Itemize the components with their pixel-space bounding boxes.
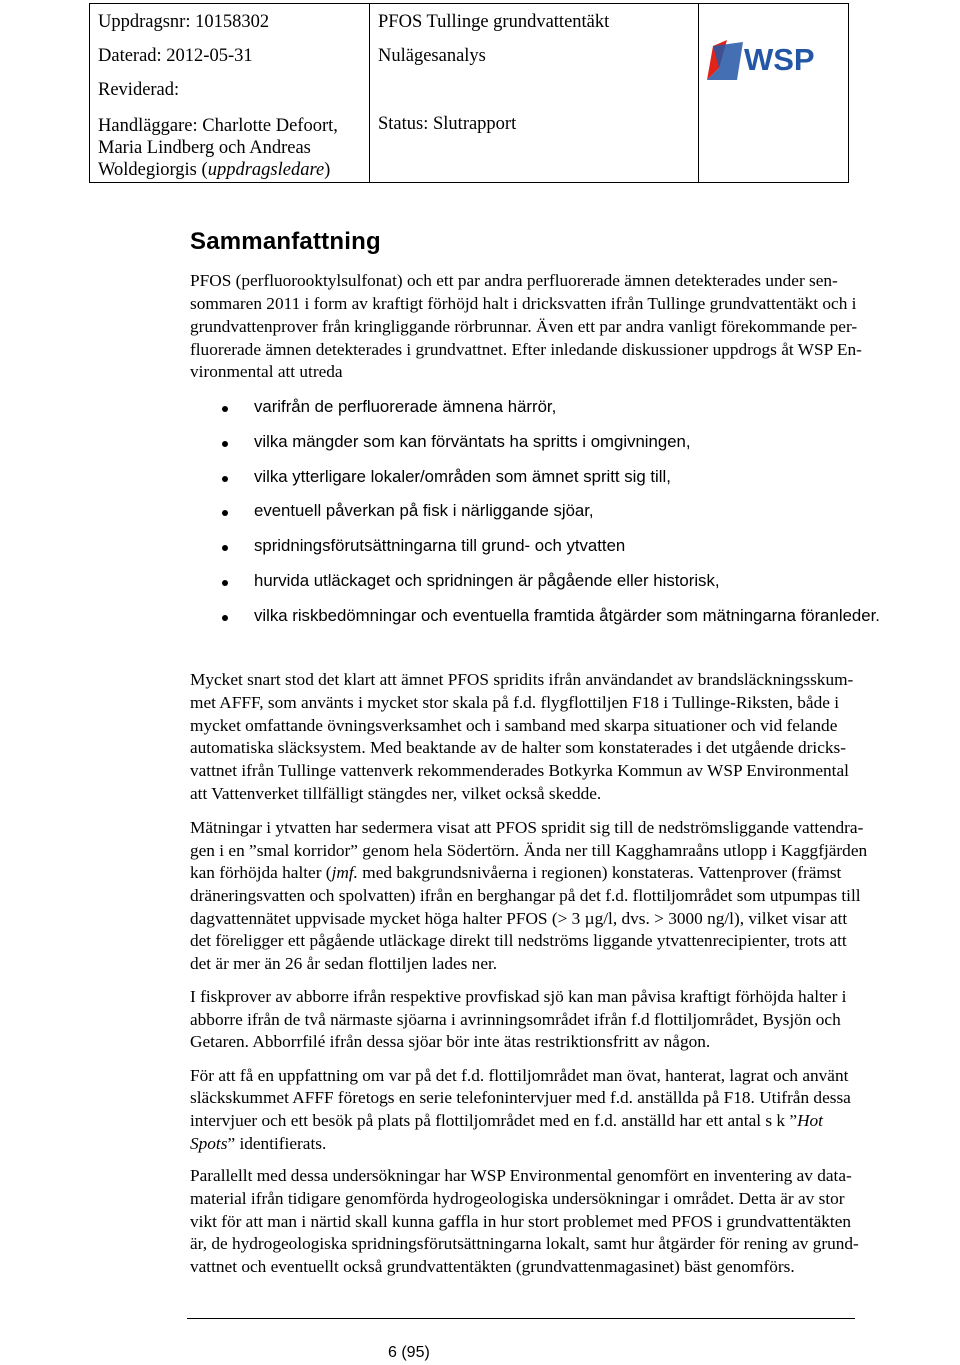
para4-line: Spots” identifierats. xyxy=(190,1134,327,1153)
bullet-text: spridningsförutsättningarna till grund- och ytvatten xyxy=(254,536,626,555)
para3-line: Getaren. Abborrfilé ifrån dessa sjöar bör inte ätas restriktionsfritt av någon. xyxy=(190,1032,711,1051)
para3-line: I fiskprover av abborre ifrån respektive provfiskad sjö kan man påvisa kraftigt förhöjda halter i xyxy=(190,987,847,1006)
intro-line: fluorerade ämnen detekterades i grundvattnet. Efter inledande diskussioner uppdrogs åt WSP En- xyxy=(190,340,862,359)
para2-line: det är mer än 26 år sedan flottiljen lades ner. xyxy=(190,954,498,973)
intro-line: vironmental att utreda xyxy=(190,362,343,381)
para2-line: kan förhöjda halter (jmf. med bakgrundsnivåerna i regionen) konstateras. Vattenprover (främst xyxy=(190,863,842,882)
intro-line: sommaren 2011 i form av kraftigt förhöjd halt i dricksvatten ifrån Tullinge grundvattentäkt och i xyxy=(190,294,857,313)
header-divider xyxy=(369,4,370,182)
para5-line: Parallellt med dessa undersökningar har WSP Environmental genomfört en inventering av data- xyxy=(190,1166,852,1185)
bullet-dot xyxy=(222,406,228,412)
bullet-text: vilka mängder som kan förväntats ha spritts i omgivningen, xyxy=(254,432,691,451)
para4-line: För att få en uppfattning om var på det f.d. flottiljområdet man övat, hanterat, lagrat och använt xyxy=(190,1066,849,1085)
bullet-dot xyxy=(222,510,228,516)
bullet-dot xyxy=(222,580,228,586)
bullet-text: hurvida utläckaget och spridningen är pågående eller historisk, xyxy=(254,571,720,590)
page-number: 6 (95) xyxy=(388,1344,430,1361)
logo-text: WSP xyxy=(744,42,815,77)
section-title: Sammanfattning xyxy=(190,228,381,255)
para1-line: met AFFF, som använts i mycket stor skala på f.d. flygflottiljen F18 i Tullinge-Riksten, både i xyxy=(190,693,840,712)
para2-line: dräneringsvatten och spolvatten) ifrån en berghangar på det f.d. flottiljområdet som utpumpas till xyxy=(190,886,861,905)
intro-line: grundvattenprover från kringliggande rörbrunnar. Även ett par andra vanligt förekommande per- xyxy=(190,317,858,336)
para5-line: vikt för att man i närtid skall kunna gaffla in hur stort problemet med PFOS i grundvattentäkten xyxy=(190,1212,852,1231)
assignment-number: Uppdragsnr: 10158302 xyxy=(98,12,270,32)
bullet-text: varifrån de perfluorerade ämnena härrör, xyxy=(254,397,557,416)
bullet-text: vilka riskbedömningar och eventuella framtida åtgärder som mätningarna föranleder. xyxy=(254,606,880,625)
para4-line: släckskummet AFFF företogs en serie telefonintervjuer med f.d. anställda på F18. Utifrån dessa xyxy=(190,1088,851,1107)
para1-line: att Vattenverket tillfälligt stängdes ner, vilket också skedde. xyxy=(190,784,602,803)
wsp-logo xyxy=(707,40,832,82)
para1-line: mycket omfattande övningsverksamhet och i samband med skarpa situationer och vid felande xyxy=(190,716,838,735)
bullet-text: eventuell påverkan på fisk i närliggande sjöar, xyxy=(254,501,594,520)
footer-rule xyxy=(187,1318,855,1319)
para5-line: material ifrån tidigare genomförda hydrogeologiska undersökningar i området. Detta är av stor xyxy=(190,1189,845,1208)
project-title: PFOS Tullinge grundvattentäkt xyxy=(378,12,610,32)
bullet-dot xyxy=(222,615,228,621)
para5-line: vattnet och eventuellt också grundvattentäkten (grundvattenmagasinet) bäst genomförs. xyxy=(190,1257,795,1276)
para1-line: vattnet ifrån Tullinge vattenverk rekommenderades Botkyrka Kommun av WSP Environmental xyxy=(190,761,849,780)
bullet-dot xyxy=(222,441,228,447)
para1-line: automatiska släcksystem. Med beaktande av de halter som konstaterades i det utgående dricks- xyxy=(190,738,846,757)
para2-line: det föreligger ett pågående utläckage direkt till nedströms liggande ytvattenrecipienter, trots att xyxy=(190,931,847,950)
revised: Reviderad: xyxy=(98,80,180,100)
report-status: Status: Slutrapport xyxy=(378,114,517,134)
para1-line: Mycket snart stod det klart att ämnet PFOS spridits ifrån användandet av brandsläckningsskum- xyxy=(190,670,854,689)
header-table xyxy=(89,3,849,183)
para4-line: intervjuer och ett besök på plats på flottiljområdet med en f.d. anställd har ett antal s k ”Hot xyxy=(190,1111,823,1130)
handler-line-1: Handläggare: Charlotte Defoort, xyxy=(98,116,338,136)
header-divider xyxy=(698,4,699,182)
para2-line: dagvattennätet uppvisade mycket höga halter PFOS (> 3 µg/l, dvs. > 3000 ng/l), vilket visar att xyxy=(190,909,848,928)
bullet-text: vilka ytterligare lokaler/områden som ämnet spritt sig till, xyxy=(254,467,671,486)
bullet-dot xyxy=(222,476,228,482)
handler-line-2: Maria Lindberg och Andreas xyxy=(98,138,311,158)
para3-line: abborre ifrån de två närmaste sjöarna i avrinningsområdet ifrån f.d flottiljområdet, Bysjön och xyxy=(190,1010,841,1029)
para2-line: Mätningar i ytvatten har sedermera visat att PFOS spridit sig till de nedströmsliggande vattendra- xyxy=(190,818,864,837)
intro-line: PFOS (perfluorooktylsulfonat) och ett par andra perfluorerade ämnen detekterades under sen- xyxy=(190,271,838,290)
report-type: Nulägesanalys xyxy=(378,46,486,66)
handler-line-3: Woldegiorgis (uppdragsledare) xyxy=(98,160,331,180)
para2-line: gen i en ”smal korridor” genom hela Södertörn. Ända ner till Kagghamraåns utlopp i Kaggfjärden xyxy=(190,841,868,860)
bullet-dot xyxy=(222,545,228,551)
date: Daterad: 2012-05-31 xyxy=(98,46,253,66)
para5-line: är, de hydrogeologiska spridningsförutsättningarna lokalt, samt hur åtgärder för rening av grund- xyxy=(190,1234,859,1253)
